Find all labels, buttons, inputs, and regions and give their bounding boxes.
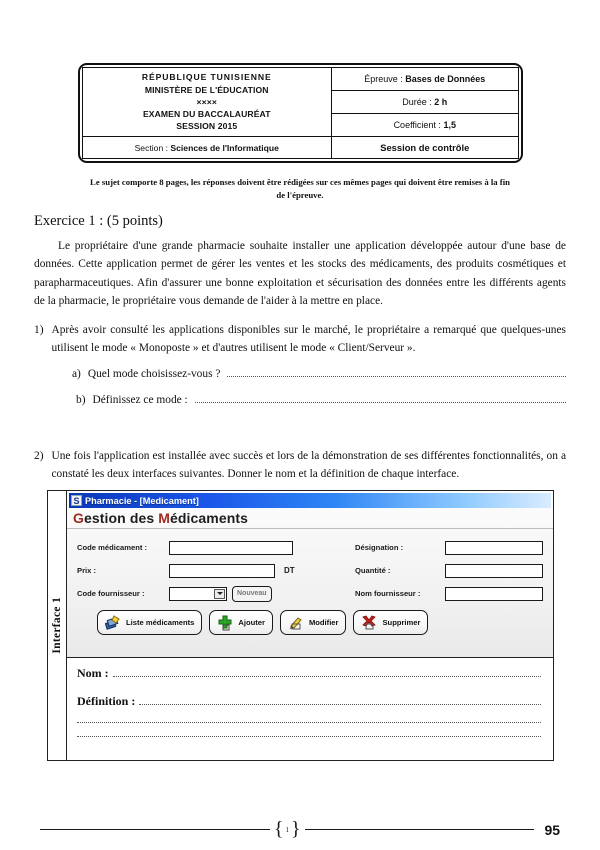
interface-answer-area [67,658,553,760]
green-plus-icon [217,615,233,631]
app-heading-part-4: édicaments [170,510,249,526]
answer-dotted-line[interactable] [195,402,566,403]
question-1a-label: a) [72,368,81,380]
yellow-pencil-icon [288,615,304,631]
nom-label: Nom : [77,666,109,680]
system-menu-icon[interactable]: S [71,495,82,506]
unit-dt: DT [284,566,295,575]
question-2-text: Une fois l'application est installée avec succès et lors de la démonstration de ses différentes fonctionnalités, on a constaté les deux interfaces suivantes. Donner le nom et la définition de chaque interface. [51,450,566,480]
input-code-medicament[interactable] [169,541,293,555]
liste-medicaments-label: Liste médicaments [126,618,195,627]
question-1-text: Après avoir consulté les applications disponibles sur le marché, le propriétaire a remarqué que quelques-unes utilisent le mode « Monoposte » et d'autres utilisent le mode « Client/Serveur ». [51,324,566,355]
form-grid [77,536,543,605]
session-line: SESSION 2015 [176,121,238,132]
answer-dotted-line[interactable] [77,722,541,723]
combo-code-fournisseur[interactable] [169,587,227,601]
ministry-line: MINISTÈRE DE L'ÉDUCATION [144,84,269,95]
label-prix: Prix : [77,566,96,575]
duree-value: 2 h [434,97,448,107]
app-heading-part-3: M [158,510,170,526]
header-table [82,67,519,159]
page-number-group [270,818,305,841]
field-row-quantite [355,559,543,582]
supprimer-label: Supprimer [382,618,421,627]
answer-dotted-line[interactable] [77,736,541,737]
question-2 [34,448,566,483]
app-title-bar [69,493,551,508]
modifier-label: Modifier [308,618,339,627]
label-code-fournisseur: Code fournisseur : [77,589,145,598]
epreuve-cell [331,68,518,91]
brace-close: } [290,818,301,840]
interface-1-label: Interface 1 [51,597,63,654]
list-medicaments-icon [105,615,121,631]
answer-dotted-line[interactable] [113,676,541,677]
field-row-designation [355,536,543,559]
interface-content [67,491,553,760]
label-nom-fournisseur: Nom fournisseur : [355,589,421,598]
header-institution-cell [83,68,332,137]
page-footer [40,818,560,841]
form-column-left [77,536,345,605]
nouveau-button[interactable]: Nouveau [232,586,272,602]
question-1a-text: Quel mode choisissez-vous ? [87,368,221,380]
field-row-code-fournisseur [77,582,345,605]
section-value: Sciences de l'Informatique [170,142,279,153]
label-designation: Désignation : [355,543,404,552]
answer-row-definition [77,694,541,709]
app-heading [67,508,553,529]
input-quantite[interactable] [445,564,543,578]
chevron-down-icon[interactable] [214,589,225,599]
answer-row-blank-2 [77,736,541,737]
definition-label: Définition : [77,694,136,708]
answer-row-nom [77,666,541,681]
form-column-right [345,536,543,605]
pharmacie-app-window [67,491,553,658]
input-nom-fournisseur[interactable] [445,587,543,601]
section-label: Section : [134,142,171,153]
republic-line: RÉPUBLIQUE TUNISIENNE [141,72,272,83]
epreuve-value: Bases de Données [405,74,486,84]
label-code-medicament: Code médicament : [77,543,148,552]
interface-label-cell [48,491,67,760]
section-cell [83,137,332,159]
header-row-section [83,137,519,159]
footer-rule-right [305,829,535,830]
question-1a [72,368,566,380]
app-window-title: Pharmacie - [Medicament] [85,495,199,506]
question-1b [76,394,566,406]
exercise-title: Exercice 1 : (5 points) [34,213,163,229]
ajouter-label: Ajouter [238,618,265,627]
header-row-main [83,68,519,91]
question-1 [34,321,566,358]
exam-notice: Le sujet comporte 8 pages, les réponses doivent être rédigées sur ces mêmes pages qui doivent être remises à la fin de l'épreuve. [90,177,510,200]
duree-label: Durée : [402,97,435,107]
red-cross-icon [361,615,377,631]
app-heading-part-2: estion des [84,510,159,526]
separator-line: ×××× [196,96,217,107]
coefficient-value: 1,5 [443,120,456,130]
question-1b-label: b) [76,394,86,406]
question-2-number: 2) [34,450,44,462]
modifier-button[interactable] [280,610,347,635]
coefficient-cell [331,114,518,137]
input-prix[interactable] [169,564,275,578]
exam-line: EXAMEN DU BACCALAURÉAT [142,109,271,120]
answer-row-blank-1 [77,722,541,723]
field-row-prix [77,559,345,582]
answer-dotted-line[interactable] [139,704,541,705]
ajouter-button[interactable] [209,610,273,635]
exercise-intro-paragraph: Le propriétaire d'une grande pharmacie souhaite installer une application développée autour d'une base de données. Cette application permet de gérer les ventes et les stocks des médicaments, des produits cosmétiques et parapharmaceutiques. Afin d'assurer une bonne exploitation et sécurisation des données entre les différents agents de la pharmacie, le propriétaire vous demande de l'aider à la mettre en place. [34,240,566,308]
input-designation[interactable] [445,541,543,555]
coefficient-label: Coefficient : [393,120,444,130]
label-quantite: Quantité : [355,566,391,575]
footer-total-number: 95 [544,821,561,838]
interface-1-box [47,490,554,761]
question-1-number: 1) [34,324,44,336]
supprimer-button[interactable] [353,610,428,635]
brace-open: { [273,818,284,840]
exam-header-table [78,63,523,163]
page-number: 1 [285,825,289,834]
epreuve-label: Épreuve : [364,74,406,84]
question-1b-text: Définissez ce mode : [92,394,188,406]
app-heading-part-1: G [73,510,84,526]
field-row-nom-fournisseur [355,582,543,605]
app-action-buttons [77,605,543,635]
app-form-area [67,529,553,657]
session-controle-cell: Session de contrôle [331,137,518,159]
field-row-code-medicament [77,536,345,559]
duree-cell [331,91,518,114]
liste-medicaments-button[interactable] [97,610,202,635]
answer-dotted-line[interactable] [227,376,566,377]
footer-rule-left [40,829,270,830]
